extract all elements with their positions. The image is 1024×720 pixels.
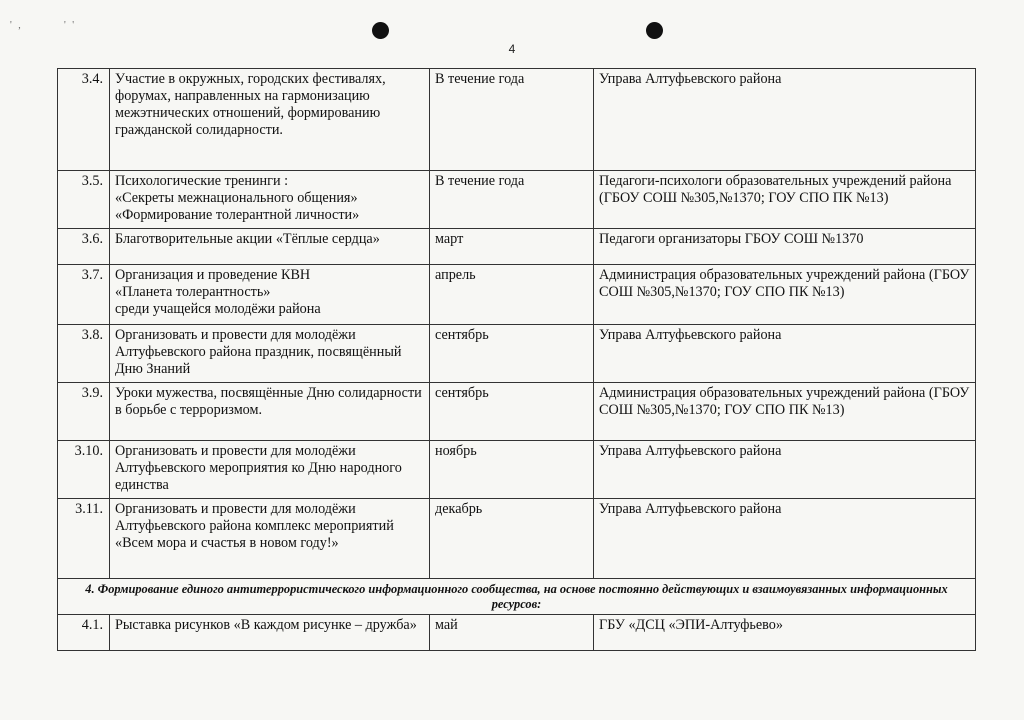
- row-responsible: Управа Алтуфьевского района: [594, 325, 976, 383]
- row-responsible: Администрация образовательных учреждений района (ГБОУ СОШ №305,№1370; ГОУ СПО ПК №13): [594, 265, 976, 325]
- row-term: май: [430, 615, 594, 651]
- row-term: сентябрь: [430, 325, 594, 383]
- table-row: [58, 229, 976, 265]
- row-term: март: [430, 229, 594, 265]
- row-number: 3.11.: [58, 499, 110, 579]
- row-event: Организация и проведение КВН «Планета толерантность» среди учащейся молодёжи района: [110, 265, 430, 325]
- row-responsible: Управа Алтуфьевского района: [594, 499, 976, 579]
- row-term: декабрь: [430, 499, 594, 579]
- table-row: [58, 499, 976, 579]
- table-row: [58, 325, 976, 383]
- row-number: 3.6.: [58, 229, 110, 265]
- row-event: Психологические тренинги : «Секреты межнационального общения» «Формирование толерантной личности»: [110, 171, 430, 229]
- scan-speck: ' ': [64, 20, 77, 31]
- table-row: [58, 383, 976, 441]
- section-4-title: 4. Формирование единого антитеррористического информационного сообщества, на основе постоянно действующих и взаимоувязанных информационных ресурсов:: [58, 579, 976, 615]
- row-number: 3.10.: [58, 441, 110, 499]
- row-number: 3.9.: [58, 383, 110, 441]
- scan-speck: ' ,: [10, 20, 23, 31]
- row-term: В течение года: [430, 69, 594, 171]
- row-number: 4.1.: [58, 615, 110, 651]
- section-heading-row: [58, 579, 976, 615]
- row-event: Уроки мужества, посвящённые Дню солидарности в борьбе с терроризмом.: [110, 383, 430, 441]
- row-event: Участие в окружных, городских фестивалях, форумах, направленных на гармонизацию межэтнических отношений, формированию гражданской солидарности.: [110, 69, 430, 171]
- table-row: [58, 265, 976, 325]
- activity-rows: [58, 69, 976, 579]
- table-row: [58, 69, 976, 171]
- row-event: Организовать и провести для молодёжи Алтуфьевского района праздник, посвящённый Дню Знаний: [110, 325, 430, 383]
- row-responsible: Управа Алтуфьевского района: [594, 441, 976, 499]
- row-responsible: Педагоги организаторы ГБОУ СОШ №1370: [594, 229, 976, 265]
- row-event: Благотворительные акции «Тёплые сердца»: [110, 229, 430, 265]
- row-event: Организовать и провести для молодёжи Алтуфьевского мероприятия ко Дню народного единства: [110, 441, 430, 499]
- punch-hole: [372, 22, 389, 39]
- row-term: В течение года: [430, 171, 594, 229]
- table-row: [58, 171, 976, 229]
- row-term: сентябрь: [430, 383, 594, 441]
- row-event: Рыставка рисунков «В каждом рисунке – дружба»: [110, 615, 430, 651]
- row-number: 3.8.: [58, 325, 110, 383]
- row-number: 3.4.: [58, 69, 110, 171]
- row-responsible: Управа Алтуфьевского района: [594, 69, 976, 171]
- row-term: ноябрь: [430, 441, 594, 499]
- table-row: [58, 441, 976, 499]
- punch-hole: [646, 22, 663, 39]
- row-number: 3.7.: [58, 265, 110, 325]
- row-event: Организовать и провести для молодёжи Алтуфьевского района комплекс мероприятий «Всем мора и счастья в новом году!»: [110, 499, 430, 579]
- page-number: 4: [508, 42, 516, 56]
- row-responsible: Администрация образовательных учреждений района (ГБОУ СОШ №305,№1370; ГОУ СПО ПК №13): [594, 383, 976, 441]
- row-term: апрель: [430, 265, 594, 325]
- activity-plan-table: [57, 68, 976, 651]
- row-responsible: ГБУ «ДСЦ «ЭПИ-Алтуфьево»: [594, 615, 976, 651]
- table-row: [58, 615, 976, 651]
- row-responsible: Педагоги-психологи образовательных учреждений района (ГБОУ СОШ №305,№1370; ГОУ СПО ПК №13): [594, 171, 976, 229]
- row-number: 3.5.: [58, 171, 110, 229]
- activity-rows-section-4: [58, 615, 976, 651]
